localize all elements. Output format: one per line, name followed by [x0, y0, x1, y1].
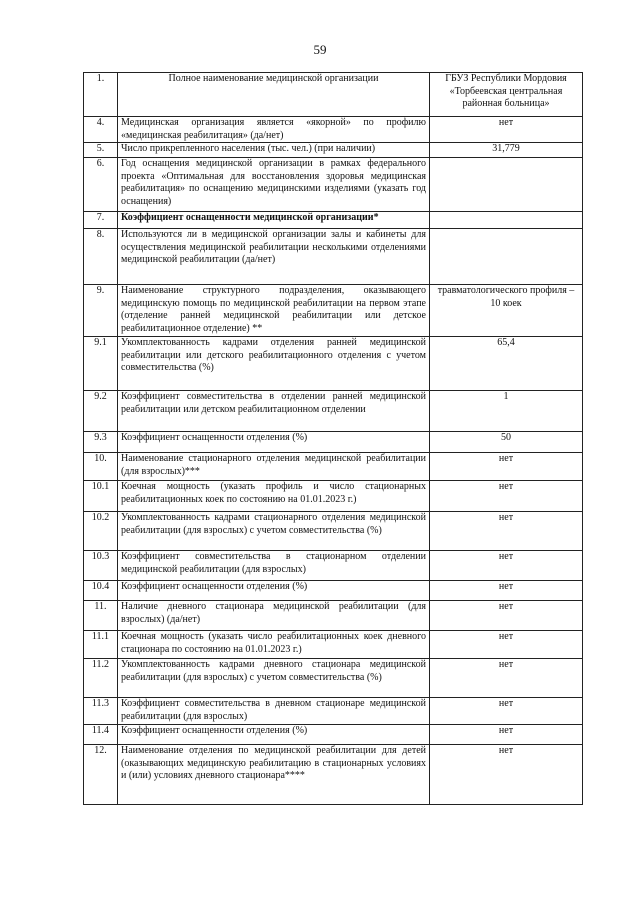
row-value: нет: [430, 481, 583, 512]
row-description: Коэффициент совместительства в стационарном отделении медицинской реабилитации (для взрослых): [118, 551, 430, 581]
row-value: [430, 229, 583, 285]
row-value: нет: [430, 725, 583, 745]
row-number: 11.2: [84, 659, 118, 698]
row-number: 6.: [84, 158, 118, 212]
row-number: 9.3: [84, 432, 118, 453]
row-description: Укомплектованность кадрами дневного стационара медицинской реабилитации (для взрослых) с учетом совместительства (%): [118, 659, 430, 698]
row-number: 12.: [84, 745, 118, 805]
row-number: 10.: [84, 453, 118, 481]
row-value: нет: [430, 631, 583, 659]
table-row: [84, 212, 583, 229]
row-number: 1.: [84, 73, 118, 117]
row-description: Наименование стационарного отделения медицинской реабилитации (для взрослых)***: [118, 453, 430, 481]
table-row: [84, 432, 583, 453]
table-row: [84, 725, 583, 745]
table-row: [84, 229, 583, 285]
row-number: 5.: [84, 143, 118, 158]
table-row: [84, 481, 583, 512]
row-value: нет: [430, 581, 583, 601]
row-description: Коэффициент совместительства в отделении ранней медицинской реабилитации или детском реабилитационном отделении: [118, 391, 430, 432]
row-description: Используются ли в медицинской организации залы и кабинеты для осуществления медицинской реабилитации несколькими отделениями медицинской реабилитации (да/нет): [118, 229, 430, 285]
row-description: Число прикрепленного населения (тыс. чел.) (при наличии): [118, 143, 430, 158]
row-value: нет: [430, 698, 583, 725]
row-value: 65,4: [430, 337, 583, 391]
row-value: нет: [430, 512, 583, 551]
row-number: 8.: [84, 229, 118, 285]
row-description: Наименование структурного подразделения, оказывающего медицинскую помощь по медицинской реабилитации на первом этапе (отделение ранней медицинской реабилитации или детское реабилитационное отделение) **: [118, 285, 430, 337]
row-number: 11.3: [84, 698, 118, 725]
row-description: Коэффициент оснащенности отделения (%): [118, 432, 430, 453]
row-description: Коечная мощность (указать профиль и число стационарных реабилитационных коек по состоянию на 01.01.2023 г.): [118, 481, 430, 512]
table-row: [84, 631, 583, 659]
row-value: нет: [430, 601, 583, 631]
table-row: [84, 73, 583, 117]
row-value: [430, 212, 583, 229]
row-number: 11.1: [84, 631, 118, 659]
table-row: [84, 601, 583, 631]
row-value: 1: [430, 391, 583, 432]
row-value: 31,779: [430, 143, 583, 158]
row-description: Наличие дневного стационара медицинской реабилитации (для взрослых) (да/нет): [118, 601, 430, 631]
row-value: травматологического профиля – 10 коек: [430, 285, 583, 337]
row-description: Коэффициент оснащенности медицинской организации*: [118, 212, 430, 229]
row-description: Коэффициент совместительства в дневном стационаре медицинской реабилитации (для взрослых): [118, 698, 430, 725]
row-description: Наименование отделения по медицинской реабилитации для детей (оказывающих медицинскую реабилитацию в стационарных условиях и (или) условиях дневного стационара****: [118, 745, 430, 805]
row-number: 7.: [84, 212, 118, 229]
row-description: Коэффициент оснащенности отделения (%): [118, 725, 430, 745]
row-number: 9.1: [84, 337, 118, 391]
table-row: [84, 745, 583, 805]
table-row: [84, 117, 583, 143]
row-value: нет: [430, 659, 583, 698]
page-number: 59: [313, 42, 327, 57]
row-value: [430, 158, 583, 212]
table-row: [84, 158, 583, 212]
row-value: нет: [430, 117, 583, 143]
row-number: 9.2: [84, 391, 118, 432]
table-row: [84, 391, 583, 432]
row-number: 10.2: [84, 512, 118, 551]
row-value: нет: [430, 453, 583, 481]
row-value: 50: [430, 432, 583, 453]
table-row: [84, 581, 583, 601]
table-row: [84, 285, 583, 337]
row-number: 11.: [84, 601, 118, 631]
row-number: 9.: [84, 285, 118, 337]
row-description: Укомплектованность кадрами стационарного отделения медицинской реабилитации (для взрослых) с учетом совместительства (%): [118, 512, 430, 551]
row-description: Коечная мощность (указать число реабилитационных коек дневного стационара по состоянию на 01.01.2023 г.): [118, 631, 430, 659]
row-description: Год оснащения медицинской организации в рамках федерального проекта «Оптимальная для восстановления здоровья медицинская реабилитация» по оснащению медицинскими изделиями (указать год оснащения): [118, 158, 430, 212]
row-description: Укомплектованность кадрами отделения ранней медицинской реабилитации или детского реабилитационного отделения с учетом совместительства (%): [118, 337, 430, 391]
table-row: [84, 551, 583, 581]
table-row: [84, 698, 583, 725]
row-description: Медицинская организация является «якорной» по профилю «медицинская реабилитация» (да/нет): [118, 117, 430, 143]
row-value: нет: [430, 745, 583, 805]
row-number: 11.4: [84, 725, 118, 745]
table-row: [84, 453, 583, 481]
table-row: [84, 143, 583, 158]
table-row: [84, 659, 583, 698]
row-description: Коэффициент оснащенности отделения (%): [118, 581, 430, 601]
row-description: Полное наименование медицинской организации: [118, 73, 430, 117]
row-number: 10.1: [84, 481, 118, 512]
organization-table: [83, 72, 583, 805]
row-number: 4.: [84, 117, 118, 143]
table-row: [84, 512, 583, 551]
row-number: 10.4: [84, 581, 118, 601]
row-number: 10.3: [84, 551, 118, 581]
row-value: нет: [430, 551, 583, 581]
table-row: [84, 337, 583, 391]
row-value: ГБУЗ Республики Мордовия «Торбеевская центральная районная больница»: [430, 73, 583, 117]
